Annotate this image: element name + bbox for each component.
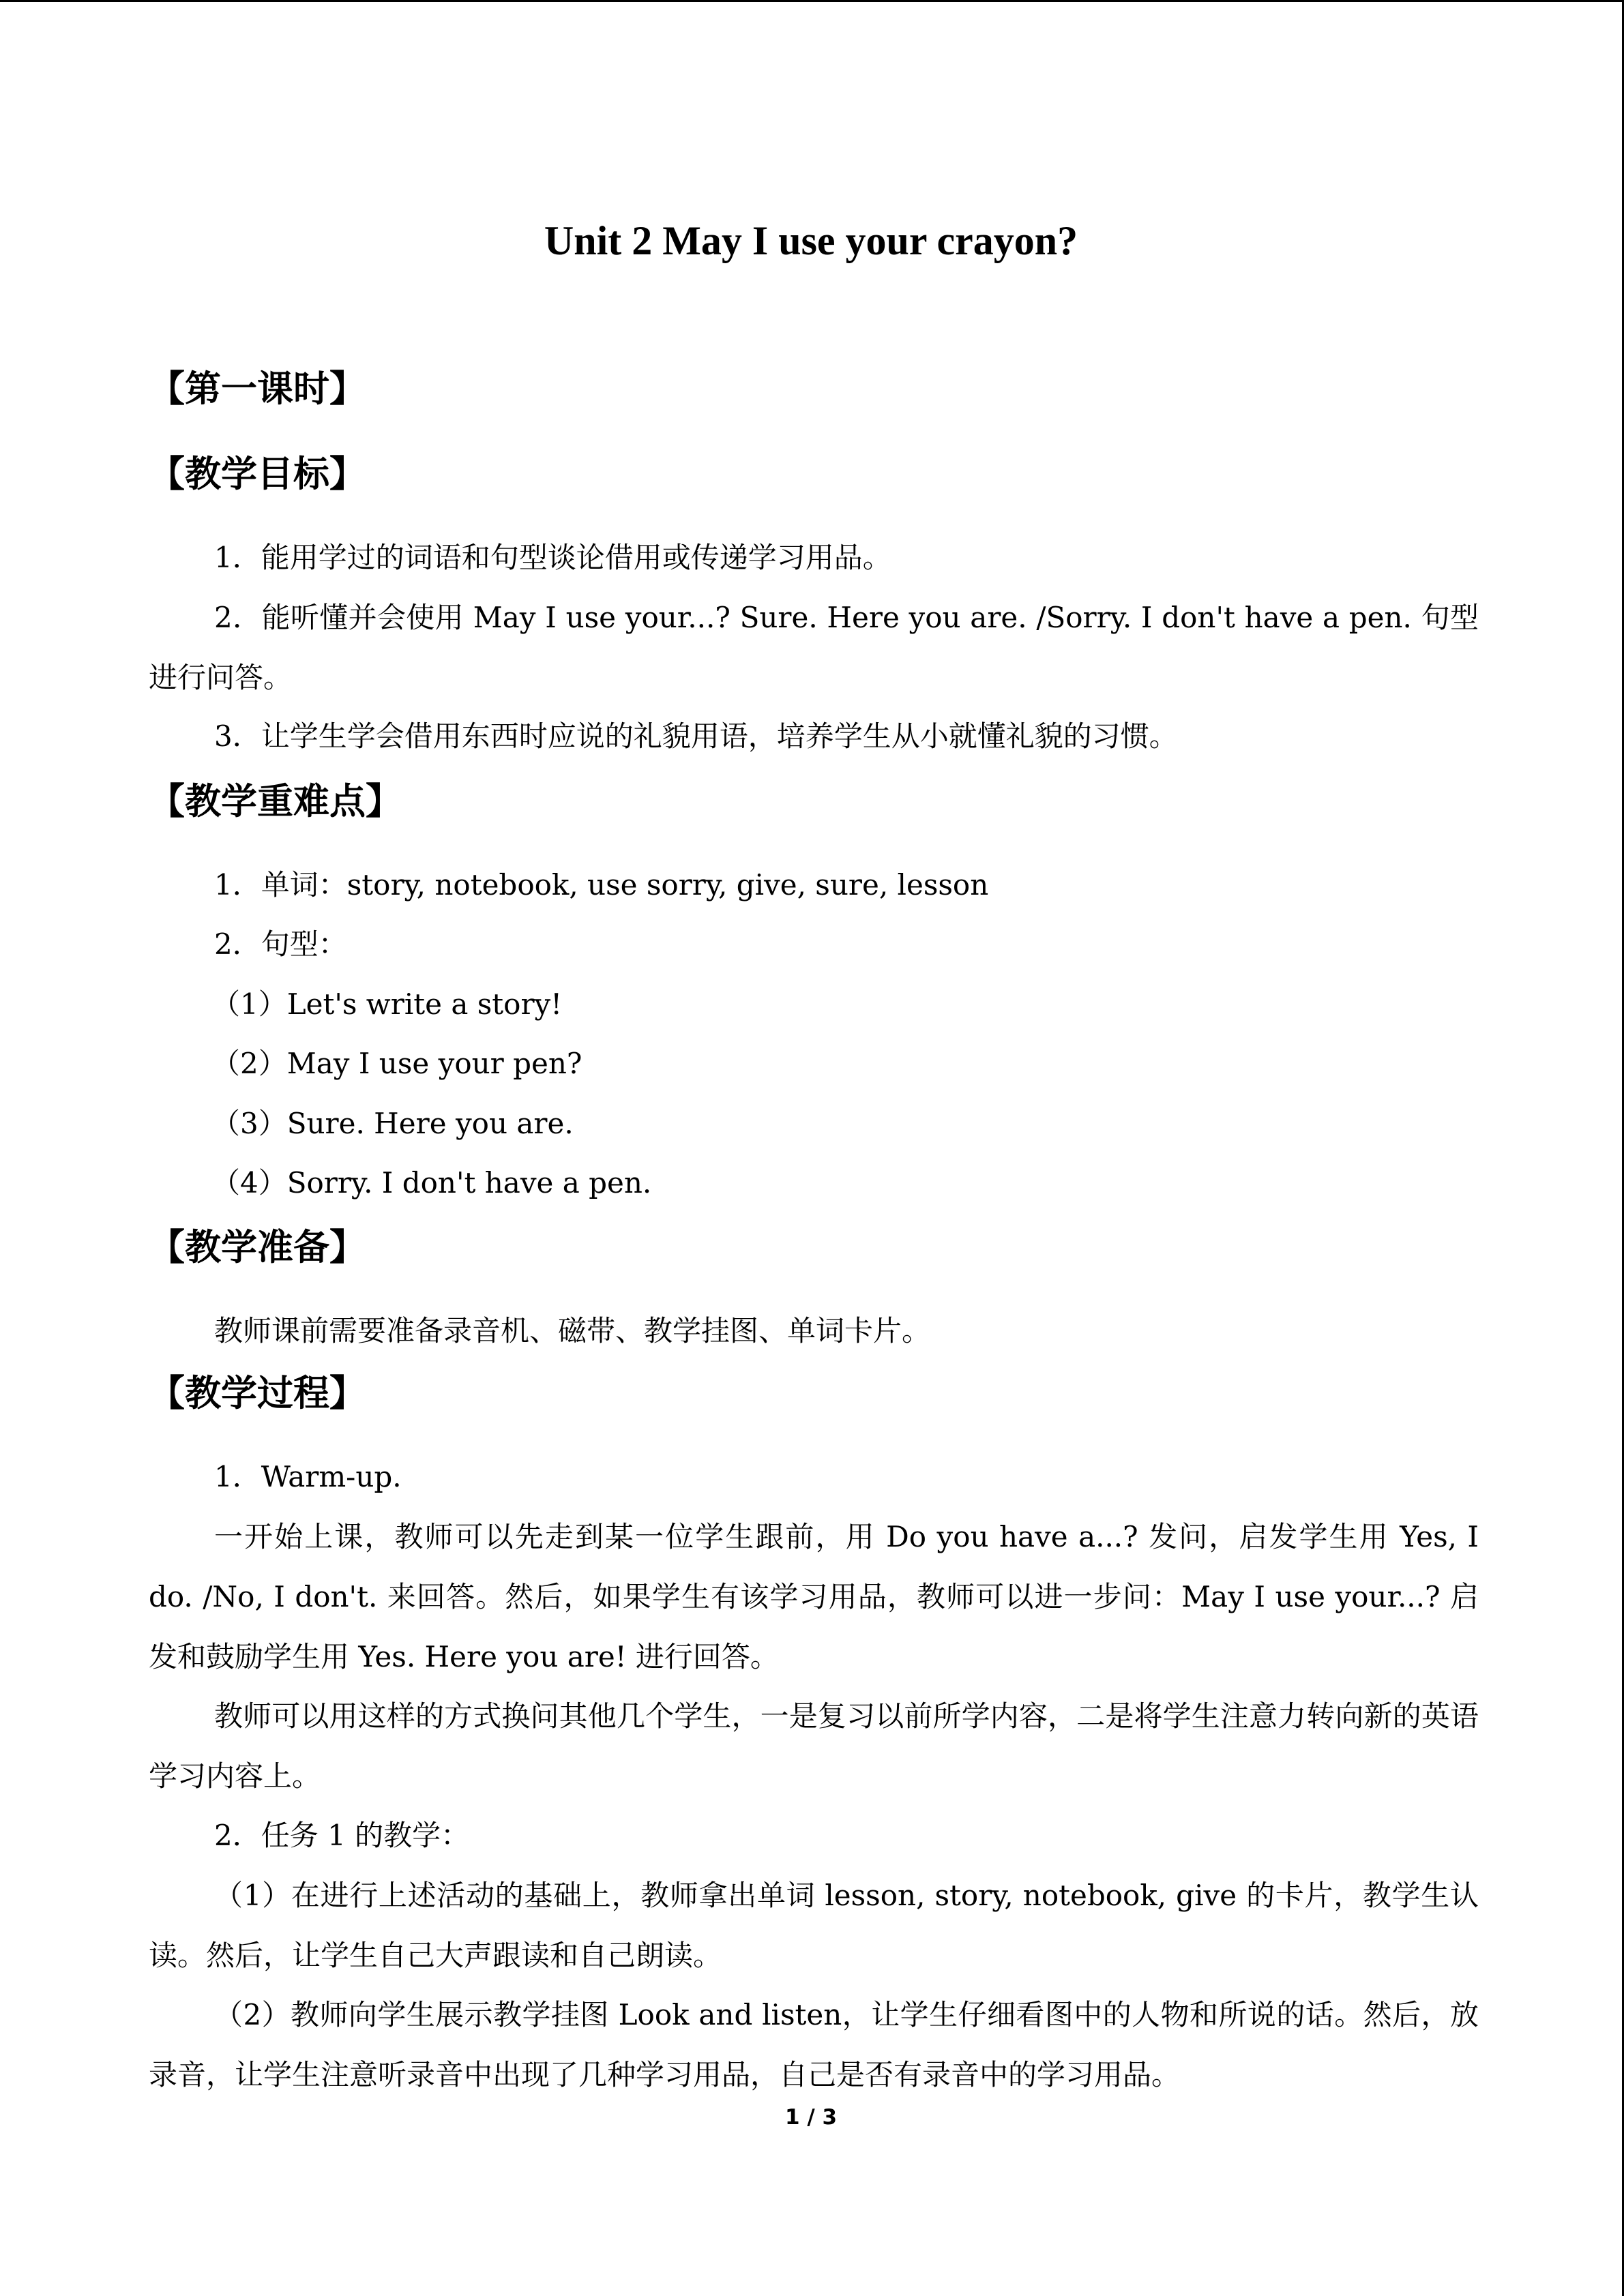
heading-preparation: 【教学准备】 — [149, 1227, 366, 1268]
objective-item: 3．让学生学会借用东西时应说的礼貌用语，培养学生从小就懂礼貌的习惯。 — [214, 719, 1178, 753]
preparation-text: 教师课前需要准备录音机、磁带、教学挂图、单词卡片。 — [214, 1314, 931, 1347]
document-title: Unit 2 May I use your crayon? — [544, 218, 1078, 263]
key-words: 1．单词：story, notebook, use sorry, give, sure, lesson — [214, 868, 989, 901]
step-title: 2．任务 1 的教学： — [214, 1819, 470, 1852]
heading-lesson: 【第一课时】 — [149, 368, 366, 410]
objective-item: 2．能听懂并会使用 May I use your...? Sure. Here you are. /Sorry. I don't have a pen. 句型进行问答。 — [149, 601, 1479, 694]
process-paragraph: （2）教师向学生展示教学挂图 Look and listen，让学生仔细看图中的人物和所说的话。然后，放录音，让学生注意听录音中出现了几种学习用品，自己是否有录音中的学习用品。 — [149, 1998, 1479, 2091]
sentences-label: 2．句型： — [214, 927, 347, 961]
step-title: 1．Warm-up. — [214, 1460, 402, 1493]
heading-process: 【教学过程】 — [149, 1373, 366, 1414]
sentence-item: （4）Sorry. I don't have a pen. — [211, 1166, 652, 1199]
page-number: 1 / 3 — [784, 2105, 838, 2130]
objective-item: 1．能用学过的词语和句型谈论借用或传递学习用品。 — [214, 541, 891, 574]
process-paragraph: （1）在进行上述活动的基础上，教师拿出单词 lesson, story, notebook, give 的卡片，教学生认读。然后，让学生自己大声跟读和自己朗读。 — [149, 1879, 1479, 1972]
process-paragraph: 一开始上课，教师可以先走到某一位学生跟前，用 Do you have a...? 发问，启发学生用 Yes, I do. /No, I don't. 来回答。然后，如果学生有该学习用品，教师可以进一步问：May I use your...? 启发和鼓励学生用 Yes. Here you are! 进行回答。 — [149, 1520, 1479, 1673]
sentence-item: （2）May I use your pen? — [211, 1047, 582, 1080]
sentence-item: （3）Sure. Here you are. — [211, 1107, 574, 1140]
sentence-item: （1）Let's write a story! — [211, 987, 563, 1021]
heading-key-points: 【教学重难点】 — [149, 781, 402, 822]
heading-objectives: 【教学目标】 — [149, 453, 366, 495]
process-paragraph: 教师可以用这样的方式换问其他几个学生，一是复习以前所学内容，二是将学生注意力转向新的英语学习内容上。 — [149, 1699, 1479, 1793]
